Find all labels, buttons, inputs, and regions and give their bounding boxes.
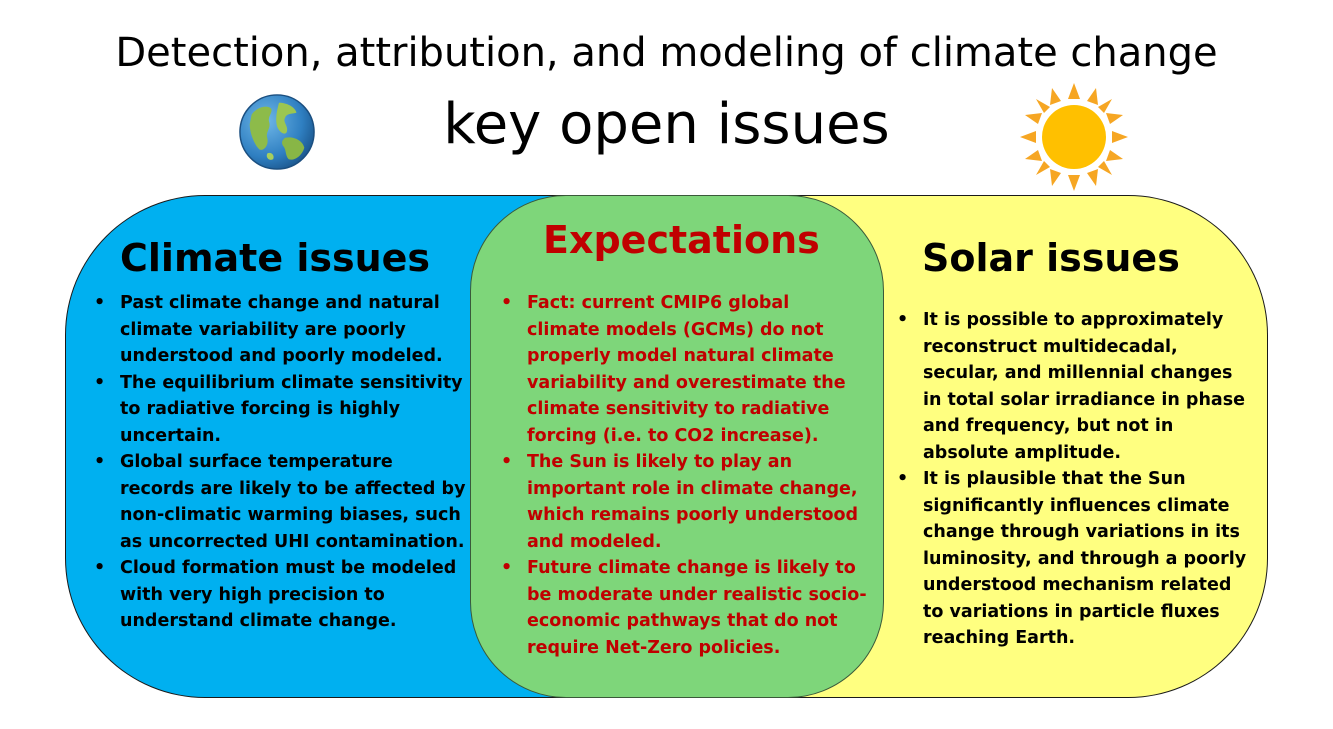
expectations-heading: Expectations (543, 218, 820, 262)
list-item: • Global surface temperature records are likely to be affected by non-climatic warming biases, such as uncorrected UHI contamination. (90, 449, 470, 555)
subtitle: key open issues (443, 92, 890, 157)
list-item: • It is possible to approximately reconstruct multidecadal, secular, and millennial changes in total solar irradiance in phase and frequency, but not in absolute amplitude. (893, 307, 1248, 466)
sun-icon (1018, 81, 1130, 193)
list-item: • The equilibrium climate sensitivity to radiative forcing is highly uncertain. (90, 370, 470, 450)
expectations-list (497, 290, 867, 661)
list-item: • It is plausible that the Sun significantly influences climate change through variations in its luminosity, and through a poorly understood mechanism related to variations in particle fluxes reaching Earth. (893, 466, 1248, 652)
solar-issues-heading: Solar issues (922, 236, 1180, 280)
climate-issues-heading: Climate issues (120, 236, 431, 280)
list-item: • Fact: current CMIP6 global climate models (GCMs) do not properly model natural climate variability and overestimate the climate sensitivity to radiative forcing (i.e. to CO2 increase). (497, 290, 867, 449)
list-item: • The Sun is likely to play an important role in climate change, which remains poorly understood and modeled. (497, 449, 867, 555)
list-item: • Future climate change is likely to be moderate under realistic socio-economic pathways that do not require Net-Zero policies. (497, 555, 867, 661)
list-item: • Cloud formation must be modeled with very high precision to understand climate change. (90, 555, 470, 635)
climate-issues-list (90, 290, 470, 635)
list-item: • Past climate change and natural climate variability are poorly understood and poorly modeled. (90, 290, 470, 370)
main-title: Detection, attribution, and modeling of climate change (115, 30, 1218, 76)
earth-globe-icon (238, 93, 316, 171)
solar-issues-list (893, 307, 1248, 652)
